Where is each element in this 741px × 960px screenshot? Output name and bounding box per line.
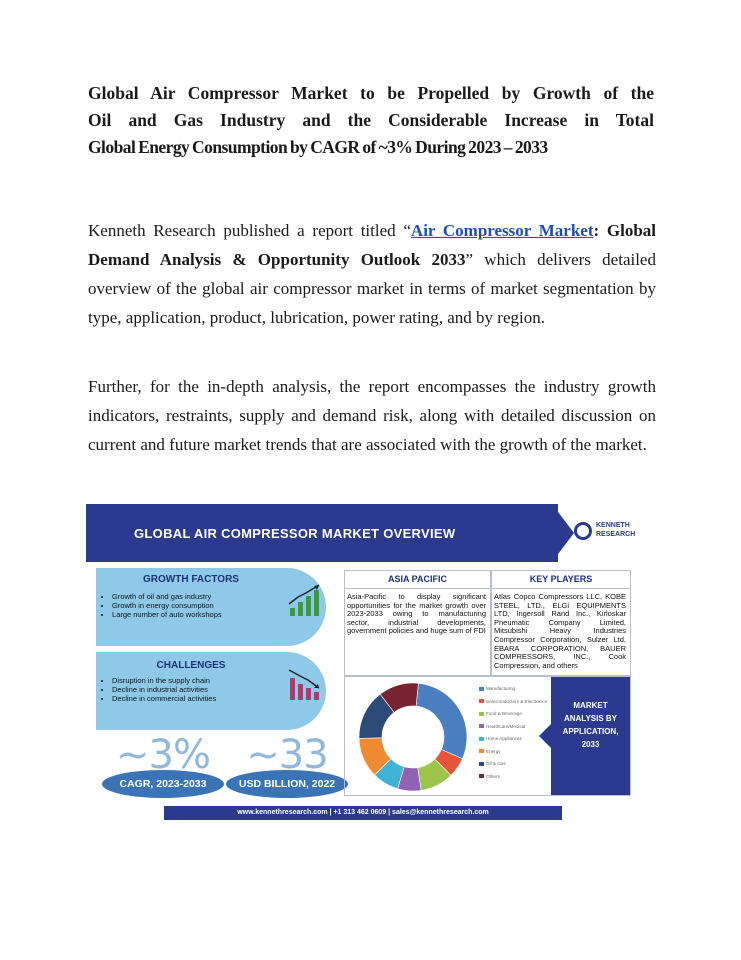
legend-swatch	[479, 687, 484, 691]
list-item: • Large number of auto workshops	[112, 610, 222, 619]
market-analysis-label	[555, 699, 626, 751]
title-line-2: Oil and Gas Industry and the Considerable Increase in Total	[88, 110, 654, 130]
report-subtitle: : Global Demand Analysis & Opportunity Outlook 2033	[88, 221, 657, 269]
infographic	[86, 500, 636, 820]
logo-ring-icon	[574, 522, 592, 540]
market-analysis-panel	[344, 676, 631, 796]
legend-swatch	[479, 762, 484, 766]
market-label-line: ANALYSIS BY	[563, 714, 618, 723]
legend-swatch	[479, 699, 484, 703]
contact-footer: www.kennethresearch.com | +1 313 462 0609 | sales@kennethresearch.com	[164, 806, 562, 820]
market-label-line: MARKET	[573, 701, 608, 710]
legend-label: Healthcare/Medical	[486, 723, 526, 729]
logo-line-2: RESEARCH	[596, 531, 636, 538]
list-item: • Growth of oil and gas industry	[112, 592, 222, 601]
asia-pacific-text: Asia-Pacific to display significant opportunities for the market growth over 2023-2033 owing to manufacturing sector, industrial developments, government policies and huge sum of FDI	[347, 592, 486, 636]
challenges-panel	[96, 652, 326, 730]
market-label-arrow	[539, 724, 551, 748]
cagr-label: CAGR, 2023-2033	[119, 778, 207, 790]
growth-factors-heading: GROWTH FACTORS	[143, 574, 239, 585]
list-item: • Decline in industrial activities	[112, 685, 216, 694]
logo-line-1: KENNETH	[596, 522, 630, 529]
challenges-heading: CHALLENGES	[156, 660, 226, 671]
banner-title: GLOBAL AIR COMPRESSOR MARKET OVERVIEW	[134, 526, 456, 541]
market-size-value: ~33	[246, 732, 328, 778]
key-players-panel	[491, 570, 631, 676]
title-line-1: Global Air Compressor Market to be Propelled by Growth of the	[88, 83, 654, 103]
key-players-text: Atlas Copco Compressors LLC, KOBE STEEL, LTD., ELGi EQUIPMENTS LTD, Ingersoll Rand Inc., Kirloskar Pneumatic Company Limited, Mitsubishi Heavy Industries Compressor Corporation, Sulzer Ltd, EBARA CORPORATION, BAUER COMPRESSORS, INC., Cook Compression, and others	[494, 592, 626, 670]
growth-factors-list	[102, 592, 222, 619]
rising-bar-chart-icon	[286, 582, 324, 620]
legend-label: Food & Beverage	[486, 711, 522, 716]
application-donut-chart	[357, 681, 469, 793]
market-size-stat	[226, 732, 348, 804]
market-label-line: APPLICATION,	[562, 727, 619, 736]
legend-swatch	[479, 749, 484, 753]
report-link[interactable]: Air Compressor Market	[410, 221, 594, 240]
legend-label: Energy	[486, 748, 501, 754]
intro-text-end: ” which delivers detailed overview of the global air compressor market in terms of market segmentation by type, application, product, lubrication, power rating, and by region.	[88, 250, 656, 327]
legend-label: Semiconductors & Electronics	[486, 698, 548, 704]
legend-swatch	[479, 724, 484, 728]
document-title	[88, 80, 654, 161]
falling-bar-chart-icon	[286, 666, 324, 704]
key-players-heading: KEY PLAYERS	[492, 571, 630, 589]
analysis-paragraph: Further, for the in-depth analysis, the report encompasses the industry growth indicators, restraints, supply and demand risk, along with detailed discussion on current and future market trends that are associated with the growth of the market.	[88, 377, 656, 454]
legend-label: Manufacturing	[486, 686, 516, 691]
asia-pacific-panel	[344, 570, 491, 676]
legend-swatch	[479, 737, 484, 741]
legend-swatch	[479, 774, 484, 778]
overview-banner	[86, 504, 558, 562]
list-item: • Disruption in the supply chain	[112, 676, 216, 685]
kenneth-research-logo	[574, 520, 634, 548]
asia-pacific-heading: ASIA PACIFIC	[345, 571, 490, 589]
market-analysis-label-box	[551, 677, 630, 795]
cagr-value: ~3%	[116, 732, 210, 778]
market-size-label: USD BILLION, 2022	[238, 778, 336, 790]
title-line-3: Global Energy Consumption by CAGR of ~3% During 2023 – 2033	[88, 137, 548, 157]
challenges-list	[102, 676, 216, 703]
banner-arrow-tip	[552, 504, 574, 562]
intro-text-start: Kenneth Research published a report titled “	[88, 221, 411, 240]
legend-label: Oil & Gas	[486, 761, 506, 766]
legend-label: Home Appliances	[486, 736, 522, 741]
growth-factors-panel	[96, 568, 326, 646]
cagr-stat	[102, 732, 224, 804]
donut-slice-manufacturing	[416, 683, 467, 758]
list-item: • Decline in commercial activities	[112, 694, 216, 703]
intro-paragraph	[88, 216, 656, 332]
list-item: • Growth in energy consumption	[112, 601, 222, 610]
legend-label: Others	[486, 773, 500, 779]
legend-swatch	[479, 712, 484, 716]
market-label-line: 2033	[581, 740, 600, 749]
